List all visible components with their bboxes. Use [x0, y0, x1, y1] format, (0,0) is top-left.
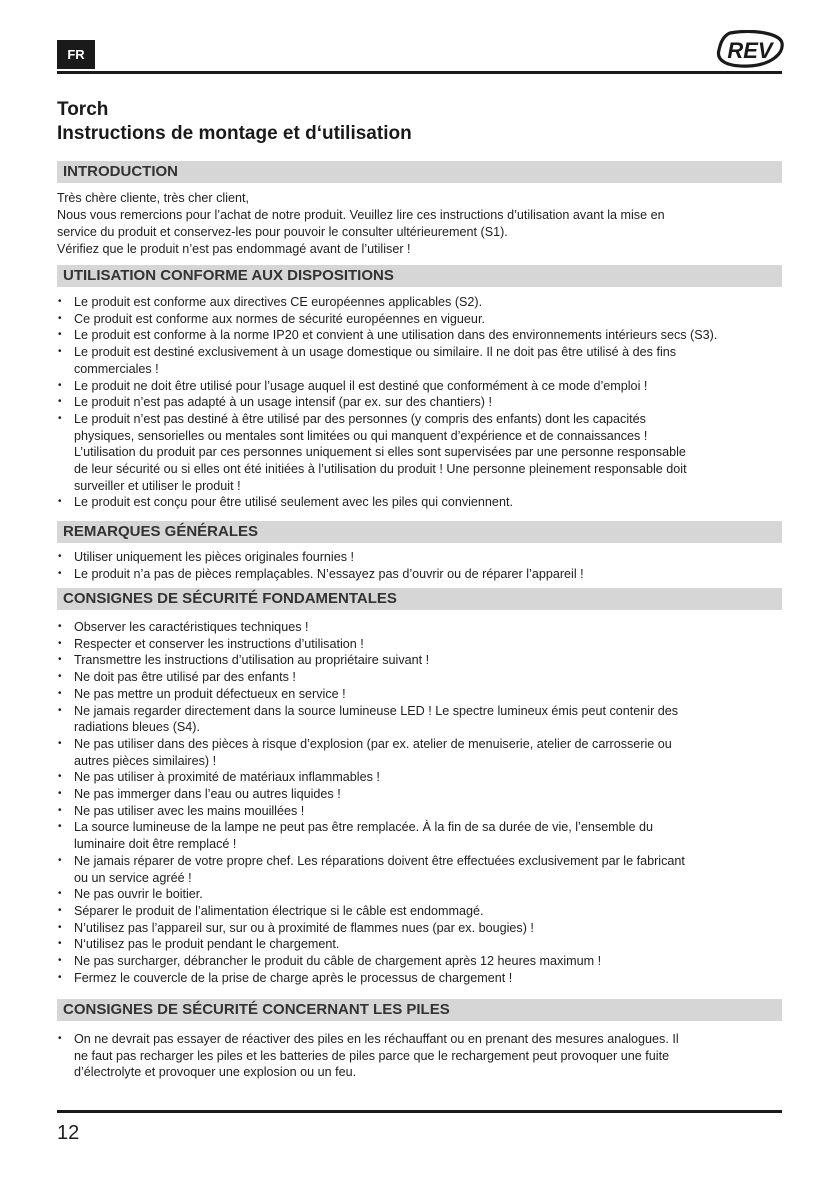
intro-line: service du produit et conservez-les pour pouvoir le consulter ultérieurement (S1).: [57, 225, 508, 239]
list-item: [57, 566, 787, 583]
list-item: [57, 803, 787, 820]
product-name: Torch: [57, 99, 109, 120]
list-item-line: • Ne jamais réparer de votre propre chef. Les réparations doivent être effectuées exclusivement par le fabricant: [74, 853, 685, 868]
list-item: [57, 411, 787, 495]
list-item: [57, 703, 787, 736]
document-title: Instructions de montage et d‘utilisation: [57, 123, 412, 144]
brand-logo: [716, 30, 784, 68]
list-item: [57, 294, 787, 311]
list-item-line: • Fermez le couvercle de la prise de charge après le processus de chargement !: [74, 970, 513, 985]
general-remarks-list: [57, 549, 787, 582]
list-item-line: surveiller et utiliser le produit !: [74, 478, 241, 493]
rev-logo-icon: [716, 30, 784, 68]
list-item: [57, 970, 787, 987]
list-item-line: • Ne pas surcharger, débrancher le produit du câble de chargement après 12 heures maximum !: [74, 954, 602, 969]
list-item-line: • Ne pas utiliser dans des pièces à risque d’explosion (par ex. atelier de menuiserie, atelier de carrosserie ou: [74, 736, 672, 751]
intro-line: Vérifiez que le produit n’est pas endommagé avant de l’utiliser !: [57, 242, 411, 256]
list-item-line: • Ne pas mettre un produit défectueux en service !: [74, 686, 346, 701]
list-item-line: radiations bleues (S4).: [74, 720, 201, 735]
list-item: [57, 903, 787, 920]
section-heading-introduction: INTRODUCTION: [57, 161, 782, 183]
list-item-line: luminaire doit être remplacé !: [74, 837, 237, 852]
list-item-line: • Ne pas ouvrir le boitier.: [74, 887, 203, 902]
list-item-line: • La source lumineuse de la lampe ne peut pas être remplacée. À la fin de sa durée de vie, l’ensemble du: [74, 820, 653, 835]
list-item: [57, 920, 787, 937]
list-item-line: • Le produit n’est pas adapté à un usage intensif (par ex. sur des chantiers) !: [74, 395, 492, 410]
list-item: [57, 669, 787, 686]
list-item: [57, 652, 787, 669]
list-item: [57, 886, 787, 903]
introduction-text: [57, 190, 782, 258]
list-item: [57, 636, 787, 653]
basic-safety-list: [57, 619, 787, 986]
list-item-line: d’électrolyte et provoquer une explosion ou un feu.: [74, 1065, 357, 1080]
language-badge: FR: [57, 40, 95, 69]
list-item-line: • Ne pas immerger dans l’eau ou autres liquides !: [74, 787, 341, 802]
list-item-line: physiques, sensorielles ou mentales sont limitées ou qui manquent d’expérience et de connaissances !: [74, 428, 648, 443]
list-item-line: • Le produit n’est pas destiné à être utilisé par des personnes (y compris des enfants) dont les capacités: [74, 411, 646, 426]
section-heading-general-remarks: REMARQUES GÉNÉRALES: [57, 521, 782, 543]
list-item: [57, 378, 787, 395]
list-item: [57, 769, 787, 786]
section-heading-battery-safety: CONSIGNES DE SÉCURITÉ CONCERNANT LES PILES: [57, 999, 782, 1021]
list-item: [57, 394, 787, 411]
list-item-line: • Le produit est conforme à la norme IP20 et convient à une utilisation dans des environnements intérieurs secs (S3).: [74, 328, 718, 343]
list-item: [57, 494, 787, 511]
list-item-line: • Le produit n’a pas de pièces remplaçables. N’essayez pas d’ouvrir ou de réparer l’appareil !: [74, 566, 584, 581]
list-item-line: de leur sécurité ou si elles ont été initiées à l’utilisation du produit ! Une personne pleinement responsable doit: [74, 462, 687, 477]
list-item: [57, 736, 787, 769]
page-number: 12: [57, 1122, 80, 1144]
list-item-line: • N’utilisez pas l’appareil sur, sur ou à proximité de flammes nues (par ex. bougies) !: [74, 920, 534, 935]
list-item-line: • Ne jamais regarder directement dans la source lumineuse LED ! Le spectre lumineux émis peut contenir des: [74, 703, 679, 718]
logo-wordmark: REV: [727, 38, 773, 63]
list-item-line: commerciales !: [74, 361, 159, 376]
list-item: [57, 311, 787, 328]
battery-safety-list: [57, 1031, 787, 1081]
list-item: [57, 936, 787, 953]
list-item-line: • Respecter et conserver les instructions d’utilisation !: [74, 636, 364, 651]
list-item-line: • N‘utilisez pas le produit pendant le chargement.: [74, 937, 340, 952]
list-item-line: • Transmettre les instructions d’utilisation au propriétaire suivant !: [74, 653, 430, 668]
list-item-line: ne faut pas recharger les piles et les batteries de piles parce que le rechargement peut provoquer une fuite: [74, 1048, 670, 1063]
list-item: [57, 327, 787, 344]
list-item-line: • Ne doit pas être utilisé par des enfants !: [74, 670, 296, 685]
bottom-divider: [57, 1110, 782, 1113]
list-item-line: • Ne pas utiliser à proximité de matériaux inflammables !: [74, 770, 380, 785]
list-item: [57, 344, 787, 377]
list-item: [57, 549, 787, 566]
list-item: [57, 619, 787, 636]
list-item-line: • Le produit est conçu pour être utilisé seulement avec les piles qui conviennent.: [74, 495, 513, 510]
intro-line: Très chère cliente, très cher client,: [57, 191, 250, 205]
list-item-line: • Le produit ne doit être utilisé pour l’usage auquel il est destiné que conformément à ce mode d’emploi !: [74, 378, 648, 393]
list-item-line: • Le produit est conforme aux directives CE européennes applicables (S2).: [74, 295, 483, 309]
list-item: [57, 953, 787, 970]
intro-line: Nous vous remercions pour l’achat de notre produit. Veuillez lire ces instructions d’utilisation avant la mise en: [57, 208, 665, 222]
list-item: [57, 1031, 787, 1081]
list-item: [57, 853, 787, 886]
list-item-line: L’utilisation du produit par ces personnes uniquement si elles sont supervisées par une personne responsable: [74, 445, 686, 460]
list-item-line: ou un service agréé !: [74, 870, 192, 885]
section-heading-intended-use: UTILISATION CONFORME AUX DISPOSITIONS: [57, 265, 782, 287]
intended-use-list: [57, 294, 787, 511]
list-item-line: • Séparer le produit de l’alimentation électrique si le câble est endommagé.: [74, 903, 484, 918]
list-item-line: • Le produit est destiné exclusivement à un usage domestique ou similaire. Il ne doit pas être utilisé à des fins: [74, 345, 677, 360]
list-item-line: • Utiliser uniquement les pièces originales fournies !: [74, 550, 355, 564]
list-item-line: • On ne devrait pas essayer de réactiver des piles en les réchauffant ou en prenant des mesures analogues. Il: [74, 1032, 679, 1046]
list-item-line: • Ce produit est conforme aux normes de sécurité européennes en vigueur.: [74, 311, 485, 326]
list-item: [57, 786, 787, 803]
list-item-line: • Ne pas utiliser avec les mains mouillées !: [74, 803, 305, 818]
list-item: [57, 686, 787, 703]
list-item-line: autres pièces similaires) !: [74, 753, 217, 768]
list-item: [57, 819, 787, 852]
top-divider: [57, 71, 782, 74]
section-heading-basic-safety: CONSIGNES DE SÉCURITÉ FONDAMENTALES: [57, 588, 782, 610]
list-item-line: • Observer les caractéristiques techniques !: [74, 620, 309, 634]
page-title: [57, 98, 412, 146]
